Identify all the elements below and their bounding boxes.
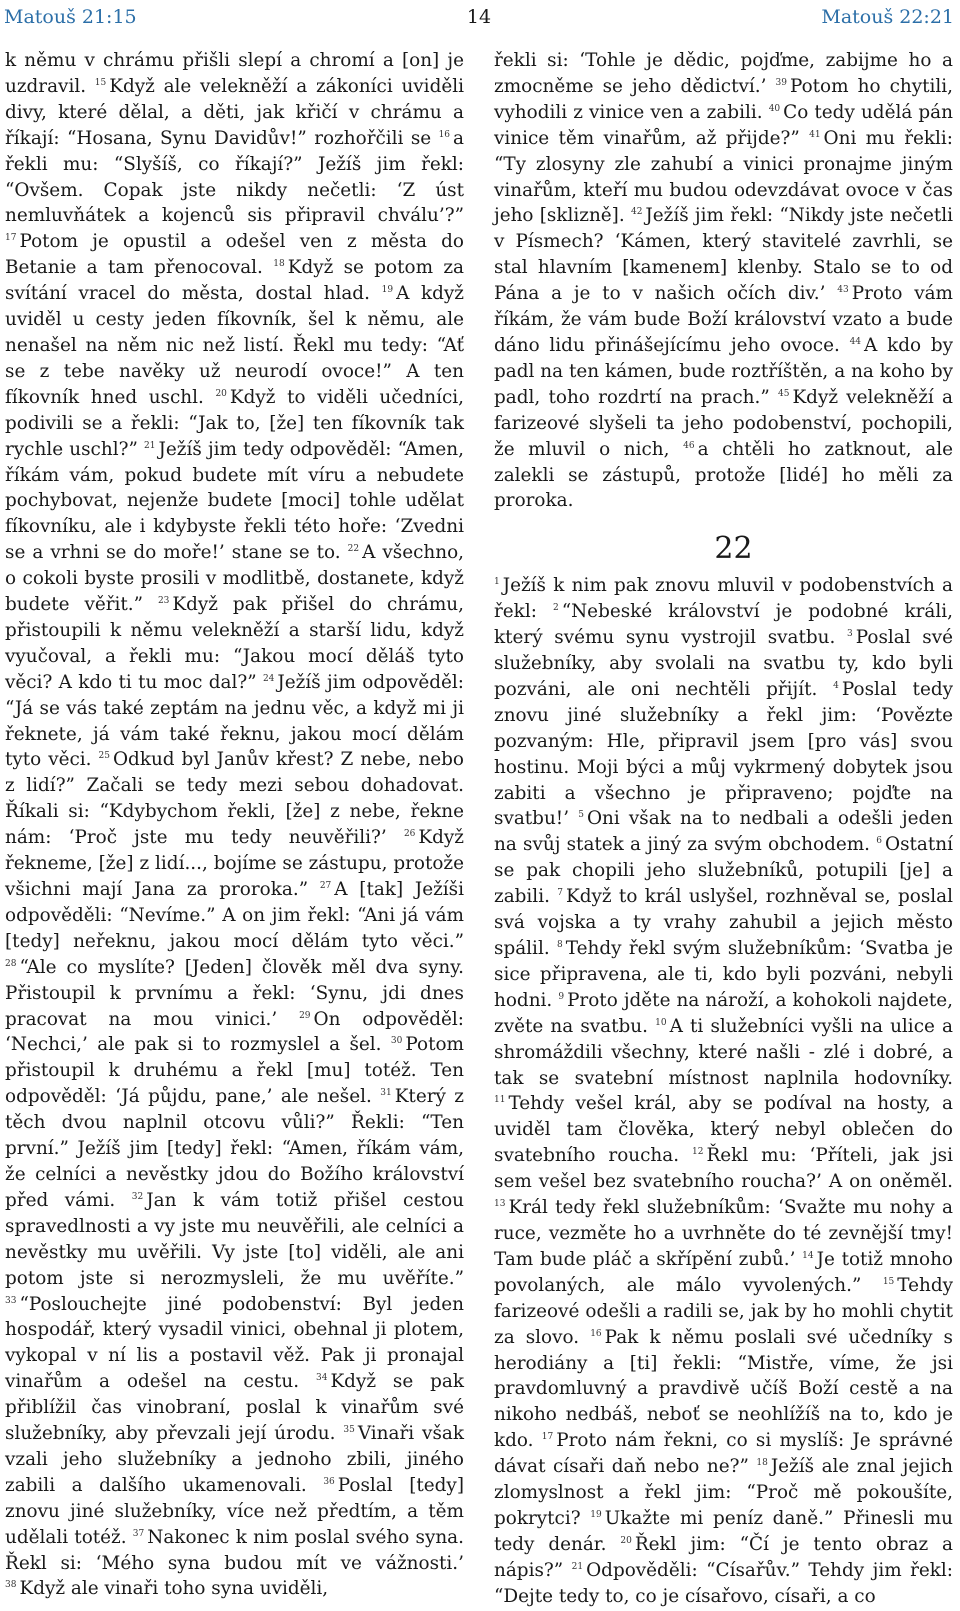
page-header	[4, 6, 954, 30]
verse-number: 2	[552, 603, 559, 614]
left-text-column	[5, 48, 464, 1602]
verse-number: 20	[620, 1535, 632, 1546]
verse-text: Ježíš ale znal jejich zlomyslnost a řekl jim: “Proč mě pokoušíte, pokrytci?	[494, 1456, 953, 1529]
verse-number: 10	[655, 1017, 667, 1028]
verse-number: 19	[590, 1509, 602, 1520]
verse-number: 17	[541, 1432, 554, 1443]
verse-number: 45	[777, 388, 790, 399]
verse-text: A ti služebníci vyšli na ulice a shromáždili všechny, které našli - zlé i dobré, a tak se svatební místnost naplnila hodovníky.	[494, 1015, 953, 1089]
verse-number: 24	[262, 673, 275, 684]
verse-text: A kdo by padl na ten kámen, bude roztříštěn, a na koho by padl, toho rozdrtí na prach.”	[494, 334, 953, 408]
verse-text: Když ale vinaři toho syna uviděli,	[19, 1578, 329, 1600]
verse-text: Proto vám říkám, že vám bude Boží království vzato a bude dáno lidu přinášejícímu jeho ovoce.	[494, 283, 953, 356]
verse-text: Jan k vám totiž přišel cestou spravedlnosti a vy jste mu neuvěřili, ale celníci a nevěstky mu uvěřili. Vy jste [to] viděli, ale ani potom jste si nerozmysleli, že mu uvěříte.”	[5, 1189, 464, 1289]
verse-text: Tehdy farizeové odešli a radili se, jak by ho mohli chytit za slovo.	[494, 1274, 953, 1348]
verse-number: 7	[557, 888, 563, 899]
verse-text: Když ale velekněží a zákoníci uviděli divy, které dělal, a děti, jak křičí v chrámu a říkají: “Hosana, Synu Davidův!” rozhořčili se	[5, 75, 464, 149]
right-verses-chapter-22	[494, 573, 953, 1609]
verse-text: Který z těch dvou naplnil otcovu vůli?” Řekli: “Ten první.” Ježíš jim [tedy] řekl: “Amen, říkám vám, že celníci a nevěstky jdou do Božího království před vámi.	[5, 1086, 464, 1211]
verse-number: 28	[5, 958, 17, 969]
verse-number: 15	[94, 77, 107, 88]
verse-text: Oni mu řekli: “Ty zlosyny zle zahubí a vinici pronajme jiným vinařům, kteří mu budou odevzdávat ovoce v čas jeho [sklizně].	[494, 127, 953, 227]
verse-number: 22	[347, 544, 360, 555]
verse-number: 26	[403, 829, 416, 840]
header-left-reference: Matouš 21:15	[4, 6, 137, 28]
verse-text: Ježíš jim tedy odpověděl: “Amen, říkám vám, pokud budete mít víru a nebudete pochybovat, nejenže budete [moci] tohle udělat fíkovníku, ale i kdybyste řekli této hoře: ‘Zvedni se a vrhni se do moře!’ stane se to.	[5, 438, 464, 564]
verse-number: 40	[768, 103, 781, 114]
verse-text: Ukažte mi peníz daně.” Přinesli mu tedy denár.	[494, 1507, 953, 1555]
verse-text: Když řekneme, [že] z lidí..., bojíme se zástupu, protože všichni mají Jana za proroka.”	[5, 827, 464, 900]
verse-text: “Nebeské království je podobné králi, který svému synu vystrojil svatbu.	[494, 601, 953, 649]
verse-number: 46	[683, 440, 695, 451]
verse-text: A [tak] Ježíši odpověděli: “Nevíme.” A on jim řekl: “Ani já vám [tedy] neřeknu, jakou mocí dělám tyto věci.”	[5, 879, 464, 952]
verse-number: 42	[630, 207, 643, 218]
verse-text: Proto jděte na nároží, a kohokoli najdete, zvěte na svatbu.	[494, 989, 953, 1037]
verse-number: 11	[494, 1095, 506, 1106]
verse-text: Král tedy řekl služebníkům: ‘Svažte mu nohy a ruce, vezměte ho a uvrhněte do té zevnější tmy! Tam bude pláč a skřípění zubů.’	[494, 1197, 953, 1270]
verse-text: Ježíš k nim pak znovu mluvil v podobenstvích a řekl:	[494, 575, 953, 623]
verse-number: 1	[494, 577, 500, 588]
verse-text: řekli si: ‘Tohle je dědic, pojďme, zabijme ho a zmocněme se jeho dědictví.’	[494, 50, 953, 97]
chapter-heading: 22	[714, 531, 753, 567]
verse-text: Potom je opustil a odešel ven z města do Betanie a tam přenocoval.	[5, 231, 464, 279]
verse-text: Když to král uslyšel, rozhněval se, poslal svá vojska a ty vrahy zahubil a jejich město spálil.	[494, 886, 953, 959]
verse-text: Vinaři však vzali jeho služebníky a jednoho zbili, jiného zabili a dalšího ukamenovali.	[5, 1423, 464, 1496]
verse-number: 34	[315, 1373, 328, 1384]
verse-text: Když se potom za svítání vracel do města, dostal hlad.	[5, 257, 464, 305]
verse-number: 37	[132, 1528, 145, 1539]
verse-text: Pak k němu poslali své učedníky s herodiány a [ti] řekli: “Mistře, víme, že jsi pravdomluvný a pravdivě učíš Boží cestě a na nikoho nedbáš, neboť se neohlížíš na to, kdo je kdo.	[494, 1326, 953, 1452]
verse-text: “Poslouchejte jiné podobenství: Byl jeden hospodář, který vysadil vinici, obehnal ji plotem, vykopal v ní lis a postavil věž. Pak ji pronajal vinařům a odešel na cestu.	[5, 1293, 464, 1393]
verse-number: 23	[157, 596, 170, 607]
verse-text: Řekl mu: ‘Příteli, jak jsi sem vešel bez svatebního roucha?’ A on oněměl.	[494, 1145, 953, 1193]
verse	[5, 1578, 328, 1599]
verse-number: 41	[809, 129, 821, 140]
verse-number: 16	[590, 1328, 602, 1339]
verse-text: Když se pak přiblížil čas vinobraní, poslal k vinařům své služebníky, aby převzali její úrodu.	[5, 1371, 464, 1445]
verse-text: Odkud byl Janův křest? Z nebe, nebo z lidí?” Začali se tedy mezi sebou dohadovat. Říkali si: “Kdybychom řekli, [že] z nebe, řekne nám: ‘Proč jste mu tedy neuvěřili?’	[5, 749, 464, 849]
verse-number: 17	[5, 233, 17, 244]
verse-text: A když uviděl u cesty jeden fíkovník, šel k němu, ale nenašel na něm nic než listí. Řekl mu tedy: “Ať se z tebe navěky už neurodí ovoce!” A ten fíkovník hned uschl.	[5, 283, 464, 408]
verse-text: Řekl jim: “Čí je tento obraz a nápis?”	[494, 1533, 954, 1581]
verse-text: Když to viděli učedníci, podivili se a řekli: “Jak to, [že] ten fíkovník tak rychle uschl?”	[5, 386, 464, 460]
verse-number: 21	[571, 1561, 584, 1572]
verse-number: 19	[381, 285, 394, 296]
verse-number: 21	[144, 440, 156, 451]
verse	[494, 679, 953, 830]
verse-text: Je totiž mnoho povolaných, ale málo vyvolených.”	[494, 1248, 953, 1296]
verse-text: a řekli mu: “Slyšíš, co říkají?” Ježíš jim řekl: “Ovšem. Copak jste nikdy nečetli: ‘Z úst nemluvňátek a kojenců sis připravil chválu’?”	[5, 127, 464, 227]
verse-text: k němu v chrámu přišli slepí a chromí a [on] je uzdravil.	[5, 50, 464, 97]
verse-number: 15	[882, 1276, 895, 1287]
left-verses	[5, 48, 464, 1602]
verse-number: 44	[849, 336, 862, 347]
verse-text: Oni však na to nedbali a odešli jeden na svůj statek a jiný za svým obchodem.	[494, 808, 953, 856]
verse-text: Ježíš jim odpověděl: “Já se vás také zeptám na jednu věc, a když mi ji řeknete, já vám také řeknu, jakou mocí dělám tyto věci.	[5, 671, 464, 771]
verse-number: 18	[273, 259, 285, 270]
verse-text: Nakonec k nim poslal svého syna. Řekl si: ‘Mého syna budou mít ve vážnosti.’	[5, 1526, 464, 1574]
header-right-reference: Matouš 22:21	[821, 6, 954, 28]
verse-number: 32	[131, 1191, 144, 1202]
verse-text: Ježíš jim řekl: “Nikdy jste nečetli v Písmech? ‘Kámen, který stavitelé zavrhli, se stal hlavním [kamenem] klenby. Stalo se to od Pána a je to v našich očích div.’	[494, 205, 953, 305]
verse-number: 13	[494, 1199, 506, 1210]
verse-number: 3	[847, 629, 853, 640]
verse-number: 36	[323, 1476, 335, 1487]
verse-number: 9	[558, 991, 565, 1002]
right-verses-chapter-21	[494, 48, 953, 514]
verse-number: 18	[756, 1458, 768, 1469]
verse-number: 38	[5, 1580, 17, 1591]
verse-text: Potom přistoupil k druhému a řekl [mu] totéž. Ten odpověděl: ‘Já půjdu, pane,’ ale nešel.	[5, 1034, 464, 1108]
verse-number: 31	[380, 1088, 392, 1099]
verse-text: On odpověděl: ‘Nechci,’ ale pak si to rozmyslel a šel.	[5, 1008, 464, 1056]
verse-number: 33	[5, 1295, 17, 1306]
verse-number: 4	[833, 680, 839, 691]
verse-text: Poslal [tedy] znovu jiné služebníky, více než předtím, a těm udělali totéž.	[5, 1474, 464, 1548]
verse-text: Poslal tedy znovu jiné služebníky a řekl jim: ‘Povězte pozvaným: Hle, připravil jsem [pro vás] svou hostinu. Moji býci a můj vykrmený dobytek jsou zabiti a všechno je připraveno; pojďte na svatbu!’	[494, 678, 953, 830]
page-number: 14	[466, 6, 492, 28]
verse-number: 16	[438, 129, 451, 140]
verse-text: “Ale co myslíte? [Jeden] člověk měl dva syny. Přistoupil k prvnímu a řekl: ‘Synu, jdi dnes pracovat na mou vinici.’	[5, 956, 464, 1030]
verse-number: 25	[98, 751, 110, 762]
verse-number: 6	[876, 836, 882, 847]
verse-number: 14	[802, 1250, 814, 1261]
verse-text: Když velekněží a farizeové slyšeli ta jeho podobenství, pochopili, že mluvil o nich,	[494, 386, 953, 460]
verse-number: 20	[215, 388, 227, 399]
verse-text: Proto nám řekni, co si myslíš: Je správné dávat císaři daň nebo ne?”	[494, 1430, 953, 1478]
verse-text: Tehdy řekl svým služebníkům: ‘Svatba je sice připravena, ale ti, kdo byli pozváni, nebyli hodni.	[494, 938, 953, 1011]
right-text-column	[494, 48, 953, 1610]
verse-number: 39	[775, 77, 787, 88]
verse-number: 43	[837, 285, 849, 296]
verse-text: a chtěli ho zatknout, ale zalekli se zástupů, protože [lidé] ho měli za proroka.	[494, 438, 953, 512]
verse-text: A všechno, o cokoli byste prosili v modlitbě, dostanete, když budete věřit.”	[5, 542, 464, 616]
verse-number: 29	[299, 1010, 311, 1021]
verse-text: Potom ho chytili, vyhodili z vinice ven a zabili.	[494, 75, 953, 123]
verse-number: 8	[557, 940, 563, 950]
verse	[494, 1560, 953, 1607]
verse-text: Odpověděli: “Císařův.” Tehdy jim řekl: “Dejte tedy to, co je císařovo, císaři, a co	[494, 1559, 953, 1607]
verse-number: 27	[319, 881, 332, 891]
verse-number: 5	[578, 810, 584, 821]
verse-text: Tehdy vešel král, aby se podíval na hosty, a uviděl tam člověka, který nebyl oblečen do svatebního roucha.	[494, 1093, 953, 1167]
verse-text: Poslal své služebníky, aby svolali na svatbu ty, kdo byli pozváni, ale oni nechtěli přijít.	[494, 627, 953, 700]
verse-number: 35	[343, 1425, 355, 1436]
verse-number: 30	[390, 1036, 403, 1047]
verse-text: Ostatní se pak chopili jeho služebníků, potupili [je] a zabili.	[494, 834, 953, 908]
verse-text: Co tedy udělá pán vinice těm vinařům, až přijde?”	[494, 101, 953, 149]
verse-text: Když pak přišel do chrámu, přistoupili k němu velekněží a starší lidu, když vyučoval, a řekli mu: “Jakou mocí děláš tyto věci? A kdo ti tu moc dal?”	[5, 594, 464, 693]
verse-number: 12	[692, 1147, 704, 1158]
